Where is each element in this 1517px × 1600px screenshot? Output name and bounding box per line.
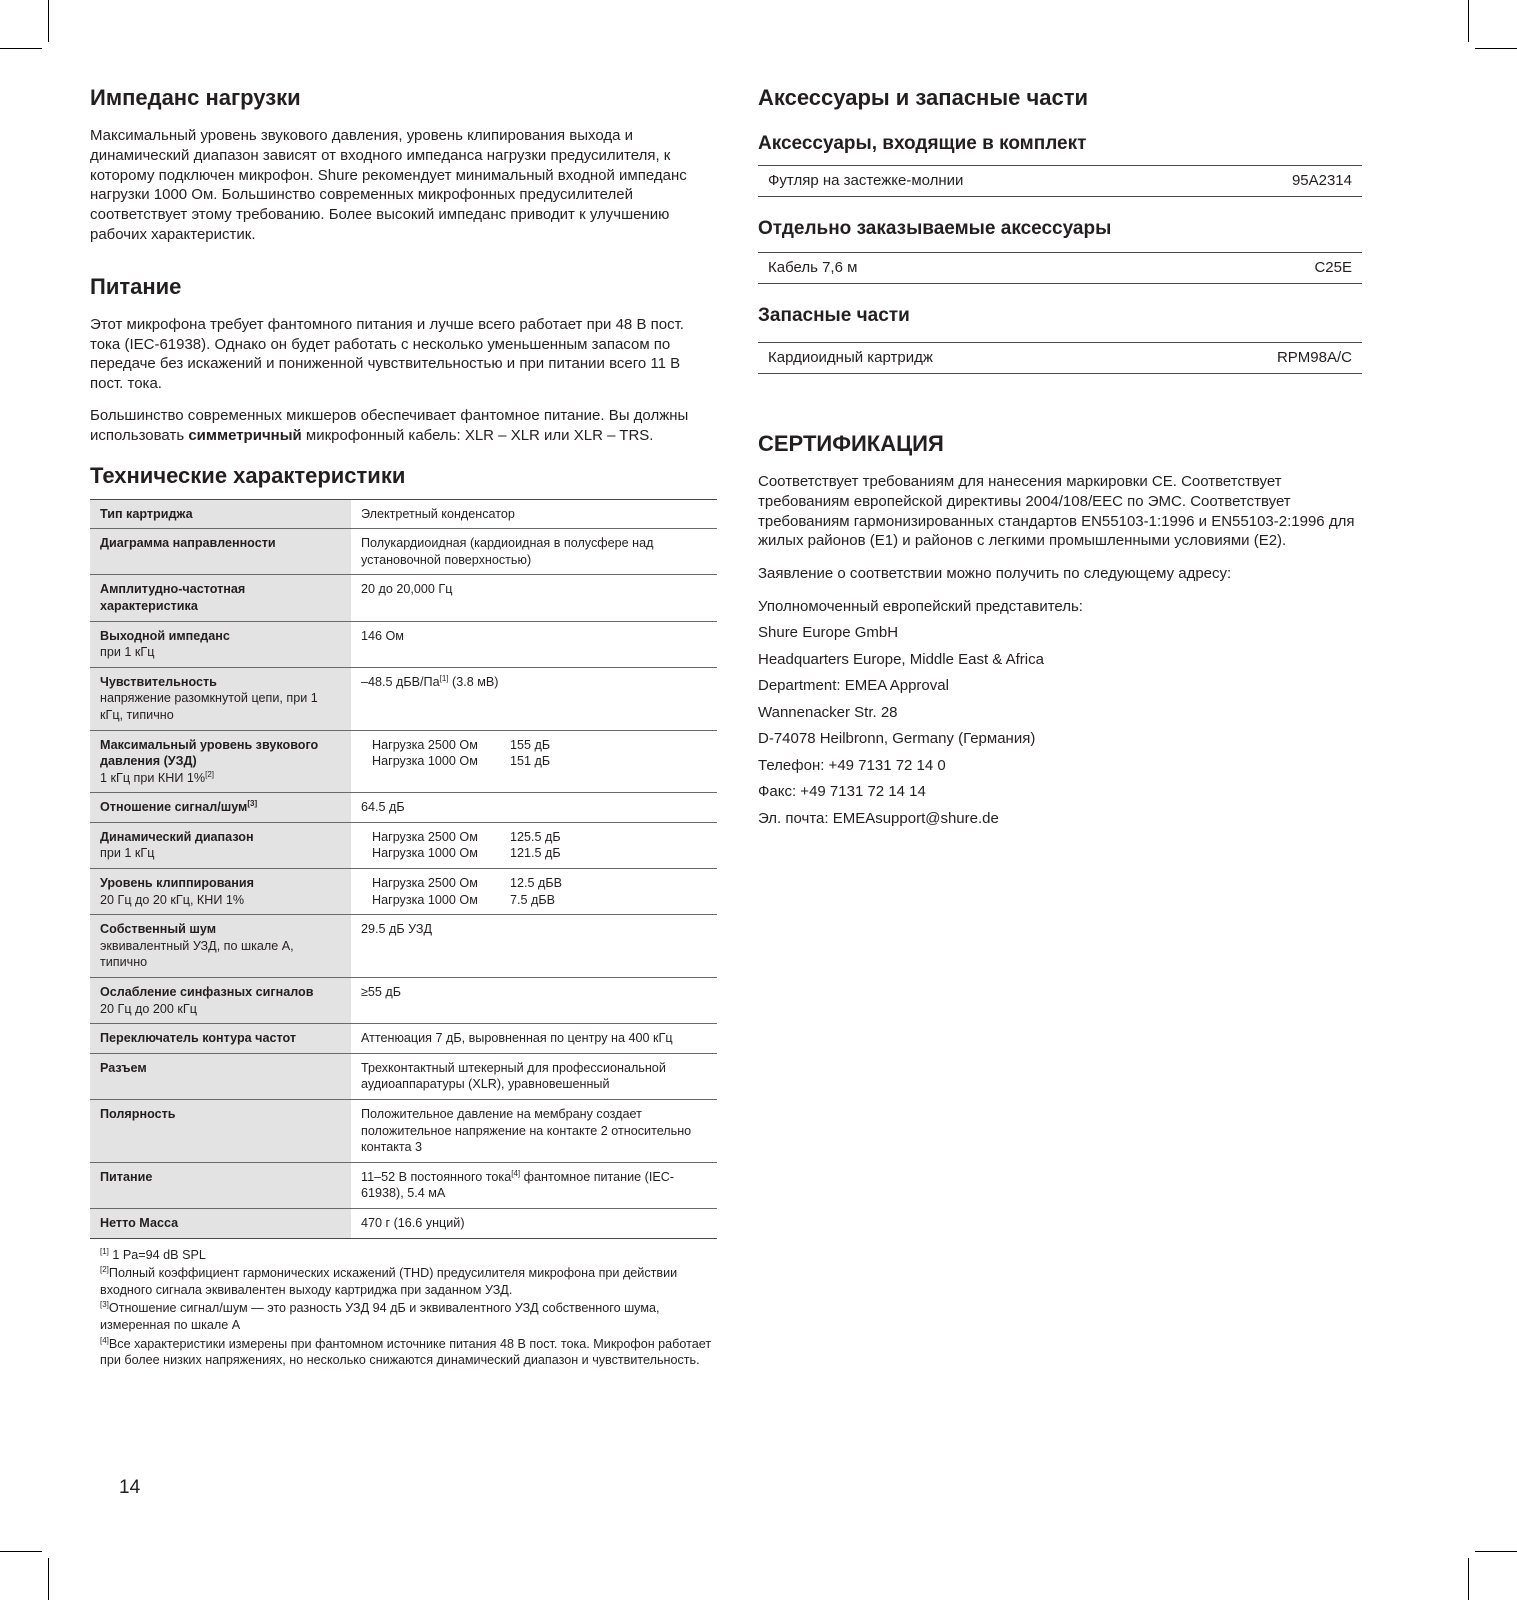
load-label: Нагрузка 2500 Ом <box>372 829 478 844</box>
spec-row-output-impedance <box>90 622 717 668</box>
spec-row-connector <box>90 1054 717 1100</box>
accessory-name: Футляр на застежке-молнии <box>768 172 964 189</box>
spec-key <box>90 1054 351 1099</box>
crop-mark <box>48 1558 49 1600</box>
spec-row-self-noise <box>90 915 717 978</box>
spec-value: Электретный конденсатор <box>361 506 515 521</box>
spec-value-part: –48.5 дБВ/Па <box>361 674 440 689</box>
power-text-2-part: Большинство современных микшеров обеспечивает фантомное питание. Вы должны использовать <box>90 406 689 444</box>
address-line: Headquarters Europe, Middle East & Africa <box>758 650 1044 668</box>
load-value: 151 дБ <box>510 754 551 769</box>
load-value: 12.5 дБВ <box>510 876 563 891</box>
spec-key <box>90 500 351 529</box>
spec-key <box>90 668 351 730</box>
spec-row-cartridge <box>90 500 717 530</box>
spec-key <box>90 1100 351 1162</box>
accessory-code: 95A2314 <box>1291 172 1352 189</box>
address-line: Department: EMEA Approval <box>758 677 949 695</box>
accessory-code: RPM98A/C <box>1276 349 1352 366</box>
spec-key-label: Динамический диапазон <box>100 829 254 844</box>
accessory-row-optional <box>758 252 1362 284</box>
subheading-parts: Запасные части <box>758 305 910 326</box>
spec-key <box>90 1209 351 1238</box>
crop-mark <box>0 1551 42 1552</box>
spec-row-power <box>90 1163 717 1209</box>
section-heading-accessories: Аксессуары и запасные части <box>758 85 1089 110</box>
section-heading-specs: Технические характеристики <box>90 462 406 488</box>
spec-row-dynamic-range <box>90 823 717 869</box>
spec-value: Аттенюация 7 дБ, выровненная по центру на 400 кГц <box>361 1031 673 1046</box>
spec-row-snr <box>90 793 717 823</box>
spec-key-sub <box>100 770 343 787</box>
spec-row-sensitivity <box>90 668 717 731</box>
spec-key-label: Максимальный уровень звукового давления (УЗД) <box>100 737 319 769</box>
subheading-optional: Отдельно заказываемые аксессуары <box>758 218 1112 239</box>
spec-key-label: Питание <box>100 1169 153 1184</box>
spec-value: 29.5 дБ УЗД <box>361 922 432 937</box>
crop-mark <box>1475 48 1517 49</box>
spec-key-label: Диаграмма направленности <box>100 536 276 551</box>
load-label: Нагрузка 2500 Ом <box>372 737 478 752</box>
spec-value-part: фантомное питание (IEC-61938), 5.4 мА <box>361 1169 675 1201</box>
footnote-ref: [1] <box>439 673 449 683</box>
spec-key <box>90 529 351 574</box>
accessory-row-parts <box>758 342 1362 374</box>
spec-value: ≥55 дБ <box>361 985 402 1000</box>
spec-value: 470 г (16.6 унций) <box>361 1215 465 1230</box>
spec-key <box>90 823 351 868</box>
footnote-mark: [3] <box>100 1300 109 1310</box>
spec-key-label: Ослабление синфазных сигналов <box>100 985 314 1000</box>
spec-key <box>90 978 351 1023</box>
footnote <box>100 1300 717 1333</box>
spec-key <box>90 1024 351 1053</box>
certification-text: Соответствует требованиям для нанесения маркировки CE. Соответствует требованиям европейской директивы 2004/108/EEC по ЭМС. Соответствует требованиям гармонизированных стандартов EN55103-1:1996 и EN55103-2:1996 для жилых районов (E1) и районов с легкими промышленными условиями (E2). <box>758 473 1355 550</box>
footnote-text: Полный коэффициент гармонических искажений (THD) предусилителя микрофона при действии входного сигнала эквивалентен выходу картриджа при заданном УЗД. <box>100 1266 678 1297</box>
spec-key-sub: при 1 кГц <box>100 846 155 861</box>
load-label: Нагрузка 1000 Ом <box>372 892 478 907</box>
spec-key <box>90 731 351 793</box>
power-text-1: Этот микрофона требует фантомного питания и лучше всего работает при 48 В пост. тока (IEC-61938). Однако он будет работать с несколько уменьшенным запасом по передаче без искажений и пониженной чувствительностью и при питании всего 11 В пост. тока. <box>90 315 684 393</box>
spec-row-clipping <box>90 869 717 915</box>
crop-mark <box>0 48 42 49</box>
footnote-ref: [2] <box>205 769 214 779</box>
crop-mark <box>1475 1551 1517 1552</box>
power-text-2 <box>90 406 717 446</box>
spec-key-label: Уровень клиппирования <box>100 876 254 891</box>
spec-row-cmrr <box>90 978 717 1024</box>
spec-row-mass <box>90 1209 717 1239</box>
spec-key <box>90 915 351 977</box>
spec-value: Положительное давление на мембрану создает положительное напряжение на контакте 2 относительно контакта 3 <box>361 1107 692 1155</box>
load-value: 155 дБ <box>510 737 551 752</box>
right-column <box>758 84 1362 835</box>
spec-key-label: Выходной импеданс <box>100 628 230 643</box>
section-heading-certification: СЕРТИФИКАЦИЯ <box>758 431 944 456</box>
spec-key <box>90 793 351 822</box>
load-label: Нагрузка 1000 Ом <box>372 846 478 861</box>
spec-table <box>90 499 717 1239</box>
spec-key-label: Нетто Масса <box>100 1215 179 1230</box>
spec-value <box>351 1163 717 1208</box>
spec-key-label <box>100 799 343 816</box>
crop-mark <box>1468 0 1469 42</box>
load-line <box>361 753 709 770</box>
footnote-text: Все характеристики измерены при фантомном источнике питания 48 В пост. тока. Микрофон работает при более низких напряжениях, но несколько снижаются динамический диапазон и чувствительность. <box>100 1336 712 1368</box>
footnote-text: Отношение сигнал/шум — это разность УЗД 94 дБ и эквивалентного УЗД собственного шума, измеренная по шкале A <box>100 1301 660 1332</box>
spec-value: Трехконтактный штекерный для профессиональной аудиоаппаратуры (XLR), уравновешенный <box>361 1060 666 1092</box>
footnote <box>100 1336 717 1369</box>
address-line: Эл. почта: EMEAsupport@shure.de <box>758 809 999 827</box>
spec-key-sub-text: 1 кГц при КНИ 1% <box>100 770 206 785</box>
address-line: Уполномоченный европейский представитель: <box>758 597 1083 615</box>
spec-key-sub: 20 Гц до 20 кГц, КНИ 1% <box>100 892 245 907</box>
footnote-mark: [2] <box>100 1264 109 1274</box>
spec-key-label: Чувствительность <box>100 674 217 689</box>
spec-value: Полукардиоидная (кардиоидная в полусфере над установочной поверхностью) <box>361 536 654 567</box>
footnote-mark: [1] <box>100 1246 109 1256</box>
spec-key <box>90 1163 351 1208</box>
page-number: 14 <box>119 1477 141 1498</box>
spec-key-label: Полярность <box>100 1107 176 1121</box>
spec-row-polar <box>90 529 717 575</box>
load-line <box>361 737 709 754</box>
address-line: Shure Europe GmbH <box>758 624 899 642</box>
load-line <box>361 892 709 909</box>
footnotes <box>90 1247 717 1369</box>
spec-value <box>351 731 717 793</box>
spec-row-frequency <box>90 575 717 621</box>
load-value: 121.5 дБ <box>510 846 561 861</box>
spec-key-label: Тип картриджа <box>100 506 193 521</box>
spec-value-part: (3.8 мВ) <box>448 674 499 689</box>
left-column <box>90 84 717 1371</box>
spec-value: 20 до 20,000 Гц <box>361 582 453 597</box>
power-text-2-part: микрофонный кабель: XLR – XLR или XLR – TRS. <box>301 426 654 444</box>
address-line: D-74078 Heilbronn, Germany (Германия) <box>758 730 1036 748</box>
power-text-2-bold: симметричный <box>188 426 302 444</box>
spec-value-part: 11–52 В постоянного тока <box>361 1169 512 1184</box>
accessory-code: C25E <box>1314 259 1352 276</box>
accessory-name: Кардиоидный картридж <box>768 349 933 366</box>
crop-mark <box>1468 1558 1469 1600</box>
load-value: 7.5 дБВ <box>510 892 556 907</box>
footnote-ref: [3] <box>247 799 258 809</box>
spec-key-sub: эквивалентный УЗД, по шкале A, типично <box>100 938 294 970</box>
spec-key-label: Переключатель контура частот <box>100 1031 297 1046</box>
load-line <box>361 829 709 846</box>
spec-key-label: Амплитудно-частотная характеристика <box>100 582 246 613</box>
spec-value: 64.5 дБ <box>361 800 405 815</box>
footnote-mark: [4] <box>100 1335 109 1345</box>
spec-key-sub: 20 Гц до 200 кГц <box>100 1001 197 1016</box>
impedance-text: Максимальный уровень звукового давления, уровень клипирования выхода и динамический диапазон зависят от входного импеданса нагрузки предусилителя, к которому подключен микрофон. Shure рекомендует минимальный входной импеданс нагрузки 1000 Ом. Большинство современных микрофонных предусилителей соответствует этому требованию. Более высокий импеданс приводит к улучшению рабочих характеристик. <box>90 127 687 243</box>
accessory-row-included <box>758 165 1362 197</box>
spec-key-label-text: Отношение сигнал/шум <box>100 800 248 815</box>
address-line: Телефон: +49 7131 72 14 0 <box>758 756 946 774</box>
spec-key <box>90 575 351 620</box>
subheading-included: Аксессуары, входящие в комплект <box>758 133 1087 154</box>
address-block <box>758 597 1362 828</box>
load-label: Нагрузка 2500 Ом <box>372 876 478 891</box>
spec-value <box>351 823 717 868</box>
spec-value <box>351 668 717 730</box>
spec-value: 146 Ом <box>361 628 404 643</box>
address-line: Факс: +49 7131 72 14 14 <box>758 783 926 801</box>
spec-row-max-spl <box>90 731 717 794</box>
accessory-name: Кабель 7,6 м <box>768 259 858 276</box>
spec-key-label: Разъем <box>100 1060 147 1075</box>
section-heading-impedance: Импеданс нагрузки <box>90 85 301 110</box>
footnote-ref: [4] <box>511 1168 521 1178</box>
section-heading-power: Питание <box>90 273 182 299</box>
address-line: Wannenacker Str. 28 <box>758 703 898 721</box>
crop-mark <box>48 0 49 42</box>
load-line <box>361 875 709 892</box>
spec-value <box>351 869 717 914</box>
load-line <box>361 845 709 862</box>
footnote <box>100 1265 717 1298</box>
spec-key-label: Собственный шум <box>100 922 217 937</box>
spec-key-sub: при 1 кГц <box>100 645 155 660</box>
load-label: Нагрузка 1000 Ом <box>372 754 478 769</box>
spec-row-polarity <box>90 1100 717 1163</box>
load-value: 125.5 дБ <box>510 829 561 844</box>
spec-key <box>90 622 351 667</box>
spec-row-switch <box>90 1024 717 1054</box>
footnote-text: 1 Pa=94 dB SPL <box>108 1247 206 1262</box>
spec-key <box>90 869 351 914</box>
spec-key-sub: напряжение разомкнутой цепи, при 1 кГц, типично <box>100 691 318 722</box>
footnote <box>100 1247 717 1264</box>
certification-statement: Заявление о соответствии можно получить по следующему адресу: <box>758 565 1232 583</box>
